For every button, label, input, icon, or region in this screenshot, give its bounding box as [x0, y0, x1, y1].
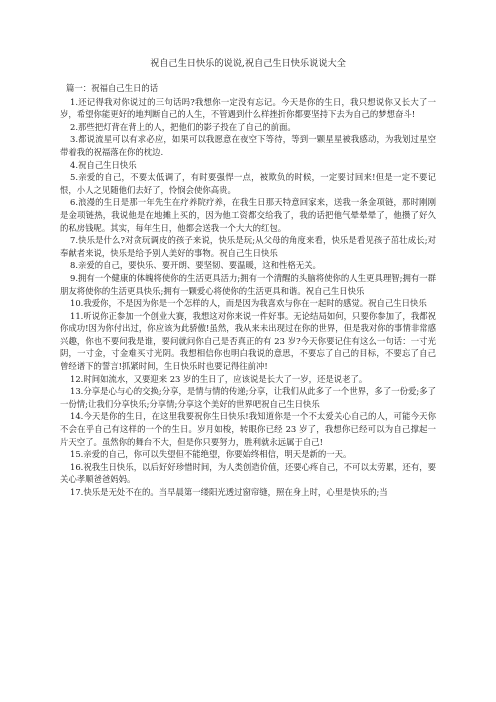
paragraph-5: 5.亲爱的自己，不要太低调了，有时要强悍一点，被欺负的时候，一定要讨回来!但是一定不要记恨，小人之见随他们去好了，怜悯会使你高贵。 — [60, 172, 436, 195]
paragraph-2: 2.那些把灯背在背上的人，把他们的影子投在了自己的前面。 — [70, 121, 296, 132]
paragraph-16: 16.祝我生日快乐，以后好好珍惜时间，为人类创造价值，还要心疼自己，不可以太劳累，还有，要关心孝顺爸爸妈妈。 — [60, 461, 436, 485]
paragraph-14: 14.今天是你的生日，在这里我要祝你生日快乐!我知道你是一个不太爱关心自己的人，可能今天你不会在乎自己有这样的一个的生日。岁月如梭，转眼你已经 23 岁了，我想你已经可以为自己撑起一片天空了。虽然你的舞台不大，但是你只要努力，胜利就永远属于自己! — [60, 411, 436, 447]
paragraph-1: 1.还记得我对你说过的三句话吗?我想你一定没有忘记。今天是你的生日，我只想说你又长大了一岁，希望你能更好的地判断自己的人生，不管遇到什么样挫折你都要坚持下去为自己的梦想奋斗! — [60, 96, 436, 120]
section-heading: 篇一：祝福自己生日的话 — [66, 83, 159, 93]
paragraph-7: 7.快乐是什么?对贪玩调皮的孩子来说，快乐是玩;从父母的角度来看，快乐是看见孩子茁壮成长;对奉献者来说，快乐是给予别人美好的事物。祝自己生日快乐 — [60, 235, 436, 258]
paragraph-13: 13.分享是心与心的交换;分享，是情与情的传递;分享，让我们从此多了一个世界，多了一份爱;多了一份情;让我们分享快乐;分享情;分享这个美好的世界吧祝自己生日快乐 — [60, 386, 436, 409]
paragraph-12: 12.时间如流水，又要迎来 23 岁的生日了，应该说是长大了一岁，还是说老了。 — [70, 373, 368, 384]
paragraph-10: 10.我爱你，不是因为你是一个怎样的人，而是因为我喜欢与你在一起时的感觉。祝自己生日快乐 — [70, 298, 427, 309]
document-title: 祝自己生日快乐的说说,祝自己生日快乐说说大全 — [150, 58, 346, 69]
paragraph-3: 3.都说流星可以有求必应，如果可以我愿意在夜空下等待，等到一颗星星被我感动，为我划过星空带着我的祝福落在你的枕边. — [60, 134, 436, 157]
paragraph-6: 6.浪漫的生日是那一年先生在疗养院疗养，在我生日那天特意回家来，送我一条金项链，那时刚刚是金项链热，我说他是在地摊上买的，因为他工资都交给我了，我的话把他气晕晕晕了，他攒了好久的私房钱呢。其实，每年生日，他都会送我一个大大的红包。 — [60, 197, 436, 233]
paragraph-4: 4.祝自己生日快乐 — [70, 159, 137, 170]
paragraph-17: 17.快乐是无处不在的。当早晨第一缕阳光透过窗帘缝，照在身上时，心里是快乐的;当 — [70, 487, 388, 497]
paragraph-9: 9.拥有一个健康的体魄将使你的生活更具活力;拥有一个清醒的头脑将使你的人生更具理智;拥有一群朋友将使你的生活更具快乐;拥有一颗爱心将使你的生活更具和谐。祝自己生日快乐 — [60, 272, 436, 296]
paragraph-15: 15.亲爱的自己，你可以失望但不能绝望，你要始终相信，明天是新的一天。 — [70, 449, 352, 460]
paragraph-11: 11.听说你正参加一个创业大赛，我想这对你来说一件好事。无论结局如何，只要你参加了，我都祝你成功!因为你付出过，你应该为此骄傲!虽然，我从来未出现过在你的世界，但是我对你的事情非常感兴趣，你也不要问我是谁，要问就问你自己是否真正的有 23 岁?今天你要记住有这么一句话：一寸光阴，一寸金，寸金难买寸光阴。我想相信你也明白我说的意思，不要忘了自己的目标，不要忘了自己曾经谱下的誓言!抓紧时间，生日快乐时也要记得往前冲! — [60, 310, 436, 372]
paragraph-8: 8.亲爱的自己，要快乐、要开朗、要坚韧、要温暖，这和性格无关。 — [70, 260, 321, 271]
